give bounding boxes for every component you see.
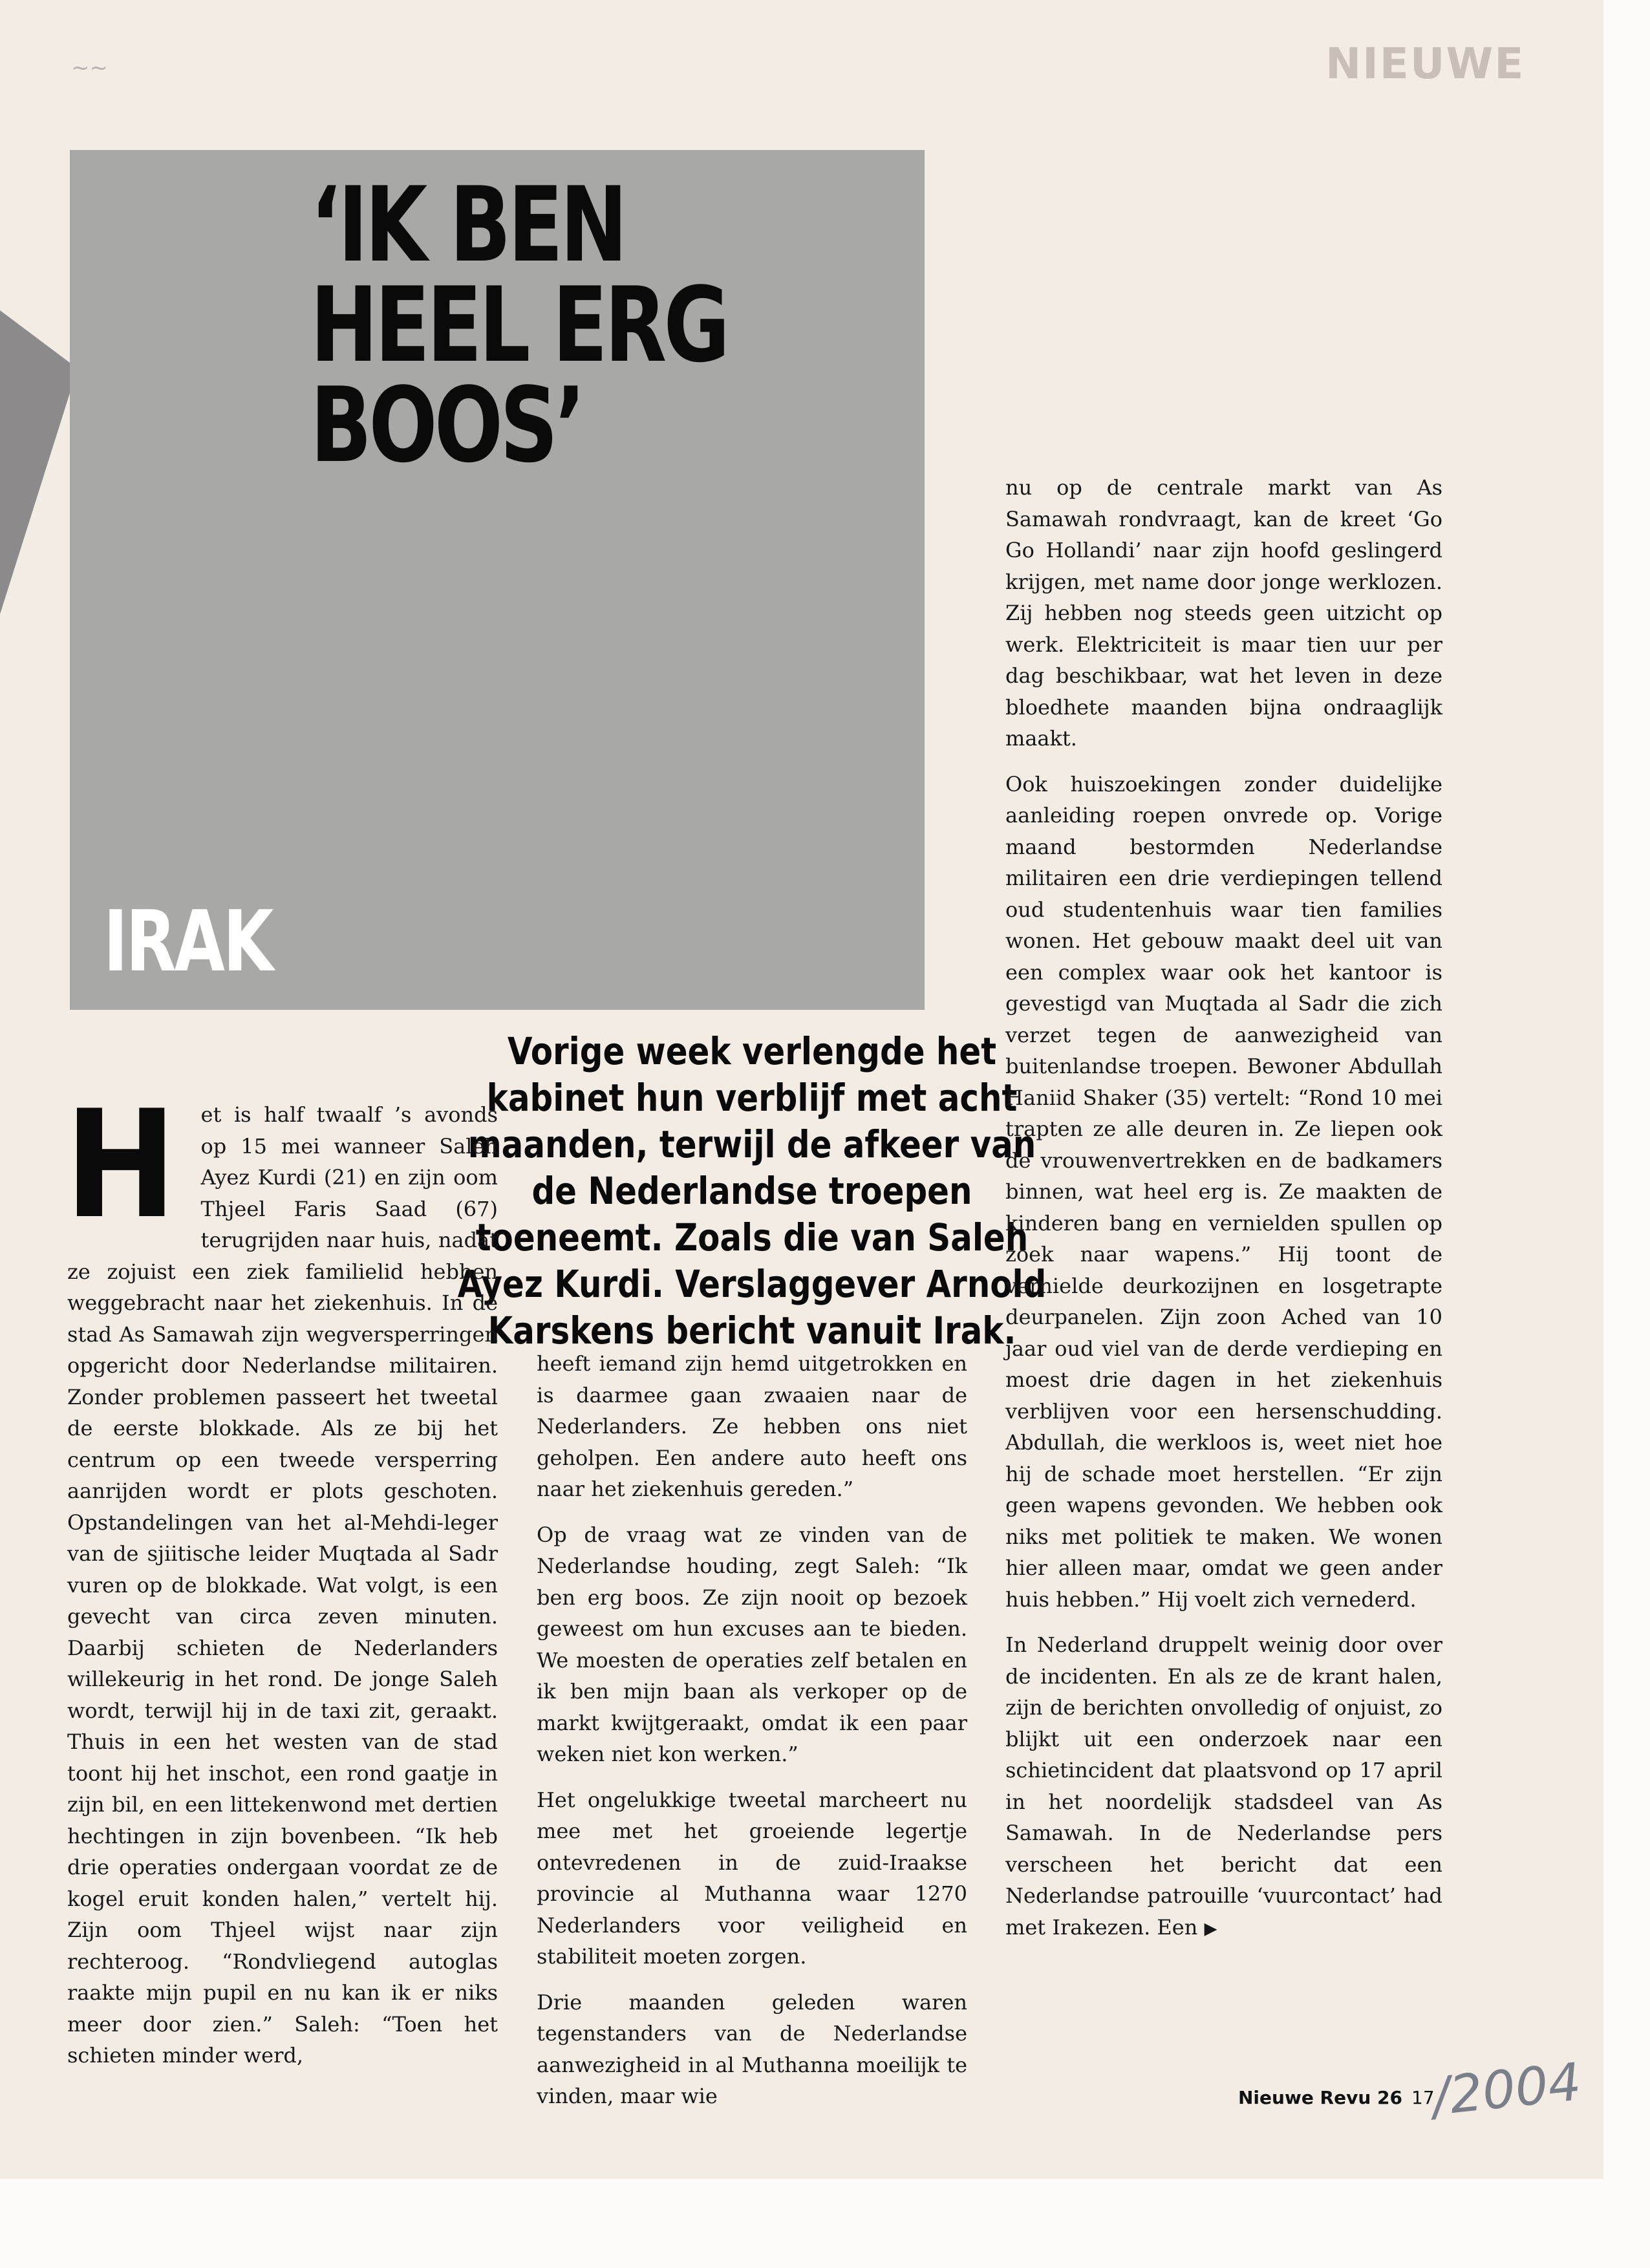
paragraph: H et is half twaalf ’s avonds op 15 mei wanneer Saleh Ayez Kurdi (21) en zijn oom Thjeel Faris Saad (67) terugrijden naar huis, nadat ze zojuist een ziek familielid hebben weggebracht naar het ziekenhuis. In de stad As Samawah zijn wegversperringen opgericht door Nederlandse militairen. Zonder problemen passeert het tweetal de eerste blokkade. Als ze bij het centrum op een tweede versperring aanrijden wordt er plots geschoten. Opstandelingen van het al-Mehdi-leger van de sjiitische leider Muqtada al Sadr vuren op de blokkade. Wat volgt, is een gevecht van circa zeven minuten. Daarbij schieten de Nederlanders willekeurig in het rond. De jonge Saleh wordt, terwijl hij in de taxi zit, geraakt. Thuis in een het westen van de stad toont hij het inschot, een rond gaatje in zijn bil, en een littekenwond met dertien hechtingen in zijn bovenbeen. “Ik heb drie operaties ondergaan voordat ze de kogel eruit konden halen,” vertelt hij. Zijn oom Thjeel wijst naar zijn rechteroog. “Rondvliegend autoglas raakte mijn pupil en nu kan ik er niks meer door zien.” Saleh: “Toen het schieten minder werd, (65, 1079, 498, 2068)
article-intro: Vorige week verlengde het kabinet hun verblijf met acht maanden, terwijl de afkeer van de Nederlandse troepen toeneemt. Zoals die van Saleh Ayez Kurdi. Verslaggever Arnold Karskens bericht vanuit Irak. (457, 1029, 1047, 1353)
paragraph: heeft iemand zijn hemd uitgetrokken en is daarmee gaan zwaaien naar de Nederlanders. Ze hebben ons niet geholpen. Een andere auto heeft ons naar het ziekenhuis gereden.” (537, 1351, 967, 1501)
scan-mark: ~~ (71, 55, 108, 81)
paragraph: Ook huiszoekingen zonder duidelijke aanleiding roepen onvrede op. Vorige maand bestormden Nederlandse militairen een drie verdiepingen tellend oud studentenhuis waar tien families wonen. Het gebouw maakt deel uit van een complex waar ook het kantoor is gevestigd van Muqtada al Sadr die zich verzet tegen de aanwezigheid van buitenlandse troepen. Bewoner Abdullah Haniid Shaker (35) vertelt: “Rond 10 mei trapten ze alle deuren in. Ze liepen ook de vrouwenvertrekken en de badkamers binnen, wat heel erg is. Ze maakten de kinderen bang en vernielden spullen op zoek naar wapens.” Hij toont de vernielde deurkozijnen en losgetrapte deurpanelen. Zijn zoon Ached van 10 jaar oud viel van de derde verdieping en moest drie dagen in het ziekenhuis verblijven voor een hersenschudding. Abdullah, die werkloos is, weet niet hoe hij de schade moet herstellen. “Er zijn geen wapens gevonden. We hebben ook niks met politiek te maken. We wonen hier alleen maar, omdat we geen ander huis hebben.” Hij voelt zich vernederd. (1005, 771, 1442, 1612)
scan-shadow (0, 310, 78, 614)
column-1 (65, 1079, 498, 2086)
continue-arrow-icon: ▶ (1204, 1918, 1217, 1938)
paragraph: In Nederland druppelt weinig door over de incidenten. En als ze de krant halen, zijn de berichten onvolledig of onjuist, zo blijkt uit een onderzoek naar een schietincident dat plaatsvond op 17 april in het noordelijk stadsdeel van As Samawah. In de Nederlandse pers verscheen het bericht dat een Nederlandse patrouille ‘vuurcontact’ had met Irakezen. Een ▶ (1005, 1632, 1442, 1940)
handwritten-year: /2004 (1429, 2051, 1584, 2127)
paragraph: Drie maanden geleden waren tegenstanders van de Nederlandse aanwezigheid in al Muthanna moeilijk te vinden, maar wie (537, 1989, 967, 2108)
column-2 (537, 1348, 967, 2126)
paragraph: Het ongelukkige tweetal marcheert nu mee met het groeiende legertje ontevredenen in de zuid-Iraakse provincie al Muthanna waar 1270 Nederlanders voor veiligheid en stabiliteit moeten zorgen. (537, 1787, 967, 1969)
paragraph: nu op de centrale markt van As Samawah rondvraagt, kan de kreet ‘Go Go Hollandi’ naar zijn hoofd geslingerd krijgen, met name door jonge werklozen. Zij hebben nog steeds geen uitzicht op werk. Elektriciteit is maar tien uur per dag beschikbaar, wat het leven in deze bloedhete maanden bijna ondraaglijk maakt. (1005, 475, 1442, 751)
section-label: IRAK (103, 892, 272, 990)
magazine-name: Nieuwe Revu 26 (1238, 2087, 1403, 2108)
page-number: 17 (1411, 2087, 1435, 2108)
page-footer (1238, 2087, 1435, 2108)
drop-cap: H (65, 1079, 177, 1252)
column-3 (1005, 472, 1442, 1958)
article-title: ‘IK BEN HEEL ERG BOOS’ (310, 164, 727, 486)
paragraph: Op de vraag wat ze vinden van de Nederlandse houding, zegt Saleh: “Ik ben erg boos. Ze zijn nooit op bezoek geweest om hun excuses aan te bieden. We moesten de operaties zelf betalen en ik ben mijn baan als verkoper op de markt kwijtgeraakt, omdat ik een paar weken niet kon werken.” (537, 1522, 967, 1766)
bleed-through-header: NIEUWE (1325, 39, 1525, 89)
